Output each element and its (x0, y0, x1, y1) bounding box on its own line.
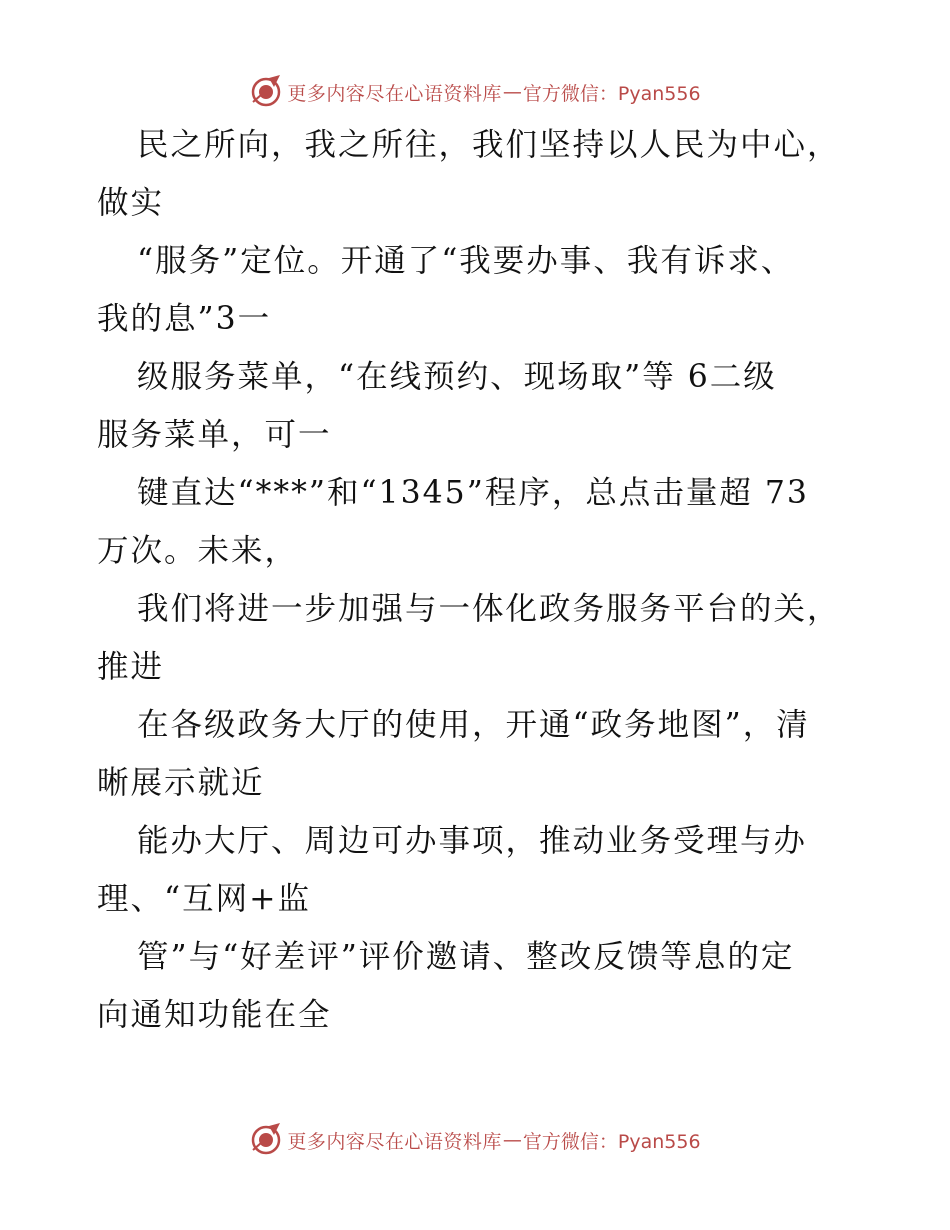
watermark-wechat-text: 官方微信：Pyan556 (522, 1130, 701, 1153)
text-line: 级服务菜单，“在线预约、现场取”等 6二级 (137, 359, 777, 395)
text-line: 我的息”3一 (97, 301, 272, 337)
text-line: 我们将进一步加强与一体化政务服务平台的关， (137, 591, 841, 627)
text-line: 理、“互网+监 (97, 881, 311, 917)
text-line: “服务”定位。开通了“我要办事、我有诉求、 (137, 243, 795, 279)
text-line: 晰展示就近 (97, 765, 265, 801)
text-line: 向通知功能在全 (97, 997, 332, 1033)
watermark-separator: — (502, 81, 522, 103)
text-line: 管”与“好差评”评价邀请、整改反馈等息的定 (137, 939, 795, 975)
watermark-wechat-text: 官方微信：Pyan556 (522, 82, 701, 105)
text-line: 做实 (97, 185, 165, 221)
text-line: 万次。未来， (97, 533, 299, 569)
watermark-main-text: 更多内容尽在心语资料库 (287, 82, 502, 105)
footer-watermark (0, 1120, 950, 1160)
document-body (97, 116, 857, 1044)
text-line: 推进 (97, 649, 165, 685)
text-line: 键直达“***”和“1345”程序，总点击量超 73 (137, 475, 809, 511)
text-line: 服务菜单，可一 (97, 417, 332, 453)
text-line: 在各级政务大厅的使用，开通“政务地图”，清 (137, 707, 810, 743)
header-watermark (0, 72, 950, 112)
logo-icon (249, 75, 283, 109)
logo-icon (249, 1123, 283, 1157)
text-line: 能办大厅、周边可办事项，推动业务受理与办 (137, 823, 808, 859)
text-line: 民之所向，我之所往，我们坚持以人民为中心， (137, 127, 841, 163)
watermark-main-text: 更多内容尽在心语资料库 (287, 1130, 502, 1153)
watermark-separator: — (502, 1129, 522, 1151)
